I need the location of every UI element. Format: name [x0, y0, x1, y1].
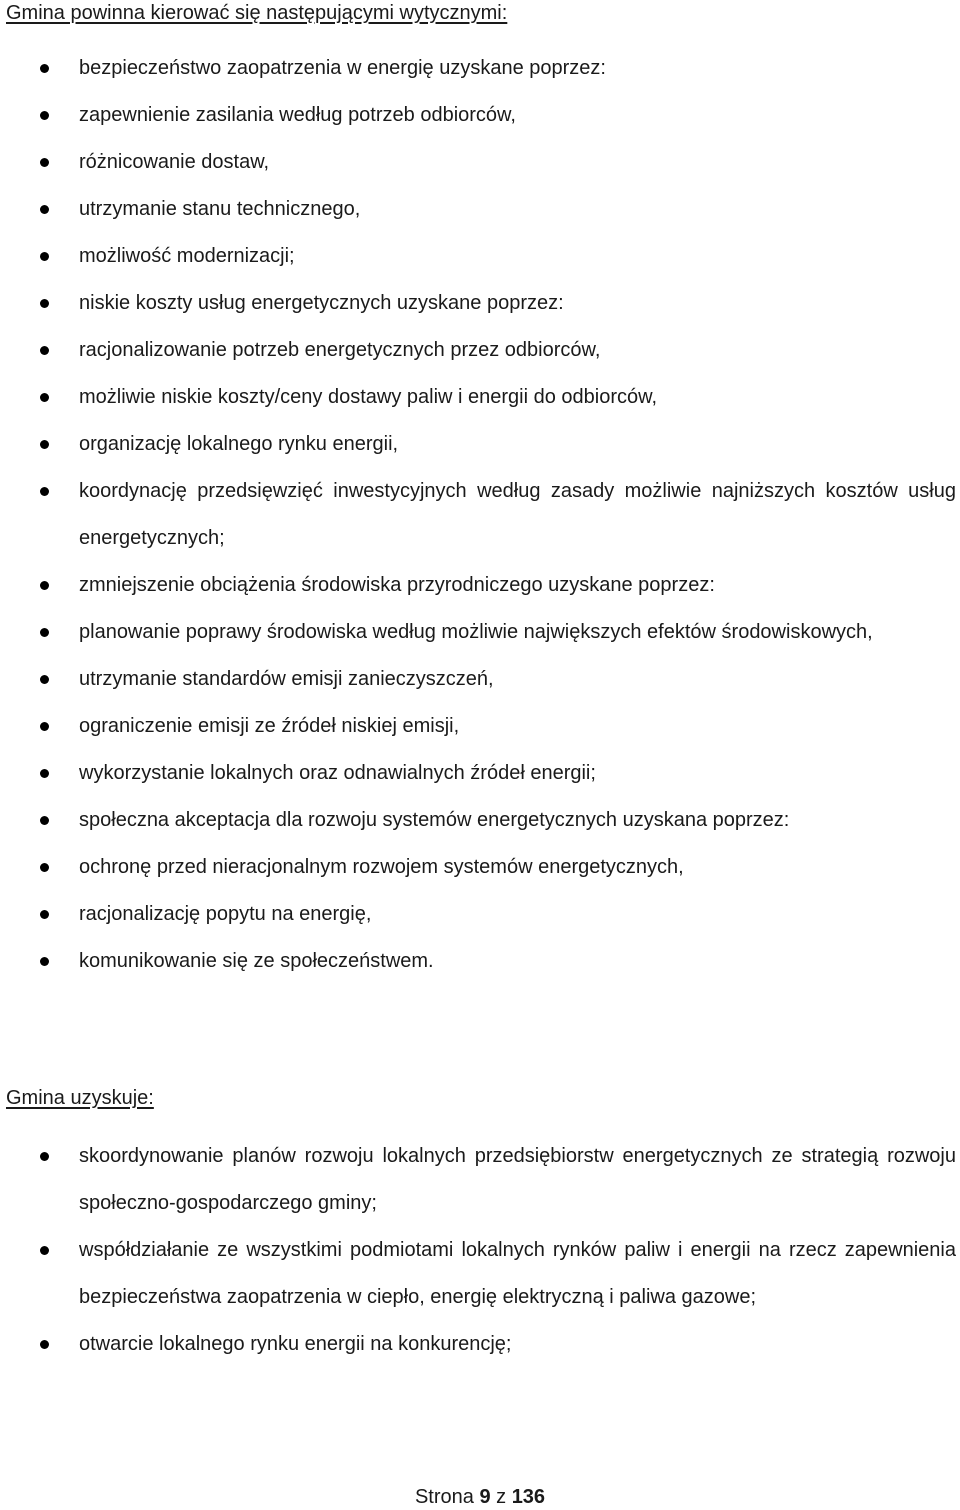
list-item: planowanie poprawy środowiska według możliwie największych efektów środowiskowych,	[0, 609, 960, 656]
gains-list	[0, 1133, 960, 1368]
list-item: możliwie niskie koszty/ceny dostawy paliw i energii do odbiorców,	[0, 374, 960, 421]
bullet-icon	[40, 205, 49, 214]
list-item: otwarcie lokalnego rynku energii na konkurencję;	[0, 1321, 960, 1368]
total-page-count: 136	[511, 1486, 546, 1508]
bullet-icon	[40, 1246, 49, 1255]
list-item: ograniczenie emisji ze źródeł niskiej emisji,	[0, 703, 960, 750]
bullet-icon	[40, 863, 49, 872]
section-heading-guidelines: Gmina powinna kierować się następującymi wytycznymi:	[6, 2, 508, 24]
list-item: społeczna akceptacja dla rozwoju systemów energetycznych uzyskana poprzez:	[0, 797, 960, 844]
bullet-icon	[40, 675, 49, 684]
bullet-icon	[40, 393, 49, 402]
bullet-icon	[40, 581, 49, 590]
bullet-icon	[40, 957, 49, 966]
guidelines-list	[0, 45, 960, 985]
list-item: racjonalizowanie potrzeb energetycznych przez odbiorców,	[0, 327, 960, 374]
bullet-icon	[40, 816, 49, 825]
list-item: komunikowanie się ze społeczeństwem.	[0, 938, 960, 985]
list-item: współdziałanie ze wszystkimi podmiotami lokalnych rynków paliw i energii na rzecz zapewnienia bezpieczeństwa zaopatrzenia w ciepło, energię elektryczną i paliwa gazowe;	[0, 1227, 960, 1321]
list-item: organizację lokalnego rynku energii,	[0, 421, 960, 468]
bullet-icon	[40, 111, 49, 120]
list-item: utrzymanie stanu technicznego,	[0, 186, 960, 233]
list-item: ochronę przed nieracjonalnym rozwojem systemów energetycznych,	[0, 844, 960, 891]
bullet-icon	[40, 252, 49, 261]
footer-separator: z	[496, 1486, 507, 1508]
list-item: racjonalizację popytu na energię,	[0, 891, 960, 938]
bullet-icon	[40, 628, 49, 637]
list-item: skoordynowanie planów rozwoju lokalnych przedsiębiorstw energetycznych ze strategią rozwoju społeczno-gospodarczego gminy;	[0, 1133, 960, 1227]
list-item: bezpieczeństwo zaopatrzenia w energię uzyskane poprzez:	[0, 45, 960, 92]
list-item: niskie koszty usług energetycznych uzyskane poprzez:	[0, 280, 960, 327]
bullet-icon	[40, 158, 49, 167]
page-footer	[0, 1484, 960, 1510]
bullet-icon	[40, 769, 49, 778]
list-item: zmniejszenie obciążenia środowiska przyrodniczego uzyskane poprzez:	[0, 562, 960, 609]
list-item: możliwość modernizacji;	[0, 233, 960, 280]
bullet-icon	[40, 440, 49, 449]
bullet-icon	[40, 346, 49, 355]
bullet-icon	[40, 722, 49, 731]
section-heading-gmina-gains: Gmina uzyskuje:	[6, 1087, 154, 1109]
list-item: koordynację przedsięwzięć inwestycyjnych według zasady możliwie najniższych kosztów usług energetycznych;	[0, 468, 960, 562]
bullet-icon	[40, 910, 49, 919]
bullet-icon	[40, 1152, 49, 1161]
bullet-icon	[40, 64, 49, 73]
bullet-icon	[40, 487, 49, 496]
list-item: wykorzystanie lokalnych oraz odnawialnych źródeł energii;	[0, 750, 960, 797]
current-page-number: 9	[479, 1486, 491, 1508]
list-item: różnicowanie dostaw,	[0, 139, 960, 186]
bullet-icon	[40, 299, 49, 308]
list-item: utrzymanie standardów emisji zanieczyszczeń,	[0, 656, 960, 703]
list-item: zapewnienie zasilania według potrzeb odbiorców,	[0, 92, 960, 139]
footer-prefix: Strona	[414, 1486, 474, 1508]
bullet-icon	[40, 1340, 49, 1349]
